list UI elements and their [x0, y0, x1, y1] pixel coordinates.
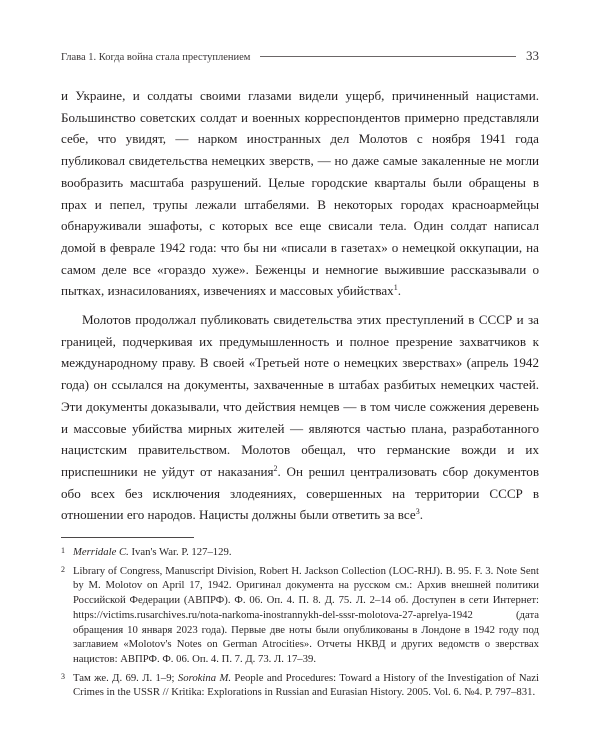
footnote-text [73, 545, 539, 560]
footnote-number: 2 [61, 564, 65, 574]
paragraph-2-text-b: . Он решил централизовать сбор документов обо всех без исключения злодеяниях, совершенных на территории СССР в отношении его народов. Нацисты должны были ответить за все [61, 463, 540, 523]
paragraph-1-text: и Украине, и солдаты своими глазами видели ущерб, причиненный нацистами. Большинство советских солдат и военных корреспондентов примерно представляли себе, что увидят, — нарком иностранных дел Молотов с ноября 1941 года публиковал свидетельства немецких зверств, — но даже самые закаленные не могли вообразить масштаба разрушений. Целые городские кварталы были обращены в прах и пепел, трупы лежали штабелями. В некоторых городах красноармейцы обнаруживали эшафоты, с которых все еще свисали тела. Один солдат написал домой в феврале 1942 года: что бы ни «писали в газетах» о немецкой оккупации, на самом деле все «гораздо хуже». Беженцы и немногие выжившие рассказывали о пытках, изнасилованиях, извечениях и массовых убийствах [61, 88, 539, 299]
footnote-body: People and Procedures: Toward a History of the Investigation of Nazi Crimes in the USSR // Kritika: Explorations in Russian and Eurasian History. 2005. Vol. 6. №4. P. 797–831. [73, 671, 539, 699]
footnotes [61, 545, 539, 704]
footnote-text [73, 671, 539, 700]
footnote-body: Ivan's War. P. 127–129. [128, 546, 232, 558]
footnote-ref-2[interactable]: 2 [273, 463, 278, 473]
footnote-ref-3[interactable]: 3 [415, 507, 420, 517]
footnote-separator [61, 537, 194, 538]
footnote-author: Merridale C. [73, 546, 129, 558]
footnote-number: 1 [61, 546, 65, 555]
footnote-1 [61, 545, 539, 560]
footnote-2 [61, 564, 539, 667]
footnote-body: Library of Congress, Manuscript Division, Robert H. Jackson Collection (LOC-RHJ). B. 95. F. 3. Note Sent by M. Molotov on April 17, 1942. Оригинал документа на русском см.: Архив внешней политики Российской Федерации (АВПРФ). Ф. 06. Оп. 4. П. 8. Д. 75. Л. 2–14 об. Доступен в сети Интернет: https://victims.rusarchives.ru/nota-narkoma-inostrannykh-del-sssr-molotova-27-aprelya-1942 (дата обращения 10 января 2023 года). Первые две ноты были опубликованы в Лондоне в 1942 году под заглавием «Molotov's Notes on German Atrocities». Отчеты НКВД и других ведомств о зверствах нацистов: АВПРФ. Ф. 06. Оп. 4. П. 7. Д. 73. Л. 17–39. [73, 564, 539, 665]
footnote-ref-1[interactable]: 1 [393, 283, 398, 293]
paragraph-1-end: . [397, 283, 401, 299]
paragraph-2-end: . [419, 507, 423, 523]
paragraph-2 [61, 309, 539, 526]
footnote-number: 3 [61, 671, 65, 681]
header-rule [260, 56, 516, 57]
chapter-title: Глава 1. Когда война стала преступлением [61, 52, 251, 63]
paragraph-2-text-a: Молотов продолжал публиковать свидетельства этих преступлений в СССР и за границей, подчеркивая их предумышленность и полное презрение захватчиков к международному праву. В своей «Третьей ноте о немецких зверствах» (апрель 1942 года) он ссылался на документы, захваченные в штабах разбитых немецких частей. Эти документы доказывали, что действия немцев — в том числе сожжения деревень и массовые убийства мирных жителей — являются частью плана, разработанного нацистским правительством. Молотов обещал, что германские вожди и их приспешники не уйдут от наказания [61, 312, 539, 479]
footnote-author: Sorokina M. [177, 671, 232, 684]
footnote-prefix: Там же. Д. 69. Л. 1–9; [73, 671, 178, 684]
running-header [61, 48, 539, 70]
page-number: 33 [526, 48, 539, 63]
footnote-3 [61, 671, 539, 700]
footnote-text [73, 564, 539, 667]
paragraph-1 [61, 85, 539, 302]
main-text [61, 85, 539, 526]
